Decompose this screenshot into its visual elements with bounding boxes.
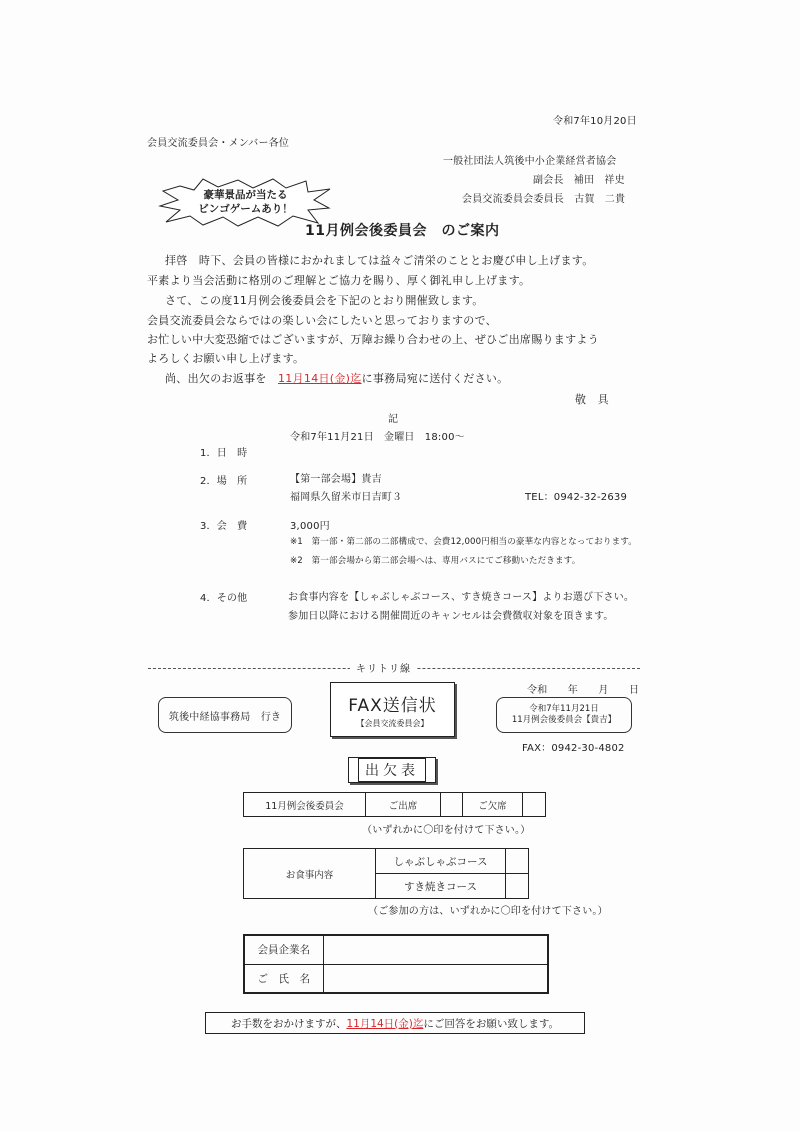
- banner-line-1: 豪華景品が当たる: [203, 189, 288, 201]
- meal-mark-shabu[interactable]: [506, 849, 529, 874]
- meal-mark-sukiyaki[interactable]: [506, 874, 529, 899]
- attendance-title: 出欠表: [358, 758, 426, 782]
- fax-title: FAX送信状: [348, 695, 437, 716]
- place-venue: 【第一部会場】貴吉: [290, 474, 382, 485]
- reply-date[interactable]: 令和 年 月 日: [527, 685, 640, 696]
- body-line-6: よろしくお願い申し上げます。: [147, 352, 305, 365]
- place-label: 2．場 所: [200, 476, 248, 487]
- closing: 敬 具: [575, 393, 609, 406]
- member-table: [243, 934, 549, 994]
- event-date: 令和7年11月21日: [529, 704, 599, 714]
- fax-subtitle: 【会員交流委員会】: [356, 718, 429, 728]
- datetime-label: 1．日 時: [200, 448, 248, 459]
- name-label-cell: ご 氏 名: [244, 964, 323, 993]
- organization: 一般社団法人筑後中小企業経営者協会: [443, 156, 617, 167]
- meal-note: （ご参加の方は、いずれかに〇印を付けて下さい。）: [368, 906, 608, 917]
- other-label: 4．その他: [200, 593, 248, 604]
- committee-chair: 会員交流委員会委員長 古賀 二貴: [462, 194, 626, 205]
- name-input-cell[interactable]: [323, 964, 548, 993]
- body-line-1: 拝啓 時下、会員の皆様におかれましては益々ご清栄のこととお慶び申し上げます。: [165, 254, 594, 267]
- fee-note-1: ※1 第一部・第二部の二部構成で、会費12,000円相当の豪華な内容となっております。: [290, 537, 637, 547]
- footer-suffix: にご回答をお願い致します。: [423, 1017, 560, 1030]
- footer-box: [205, 1012, 585, 1034]
- body-line-5: お忙しい中大変恐縮ではございますが、万障お繰り合わせの上、ぜひご出席賜りますよう: [147, 333, 599, 346]
- body-line-3: さて、この度11月例会後委員会を下記のとおり開催致します。: [165, 294, 484, 307]
- deadline-suffix: に事務局宛に送付ください。: [361, 372, 509, 385]
- vice-president: 副会長 補田 祥史: [533, 175, 625, 186]
- deadline-prefix: 尚、出欠のお返事を: [165, 372, 278, 385]
- attend-label-cell: ご出席: [366, 793, 441, 817]
- deadline-line: [165, 370, 508, 386]
- cut-line-label: キリトリ線: [350, 660, 417, 675]
- meal-label-cell: お食事内容: [244, 849, 376, 899]
- attendance-title-box: [348, 757, 436, 783]
- attendance-table: [243, 792, 546, 817]
- issue-date: 令和7年10月20日: [553, 116, 637, 127]
- fax-to: 筑後中経協事務局 行き: [168, 711, 282, 723]
- attendance-event-cell: 11月例会後委員会: [244, 793, 366, 817]
- recipient: 会員交流委員会・メンバー各位: [147, 138, 290, 149]
- meal-option-sukiyaki: すき焼きコース: [376, 874, 506, 899]
- fee-value: 3,000円: [290, 521, 330, 532]
- datetime-value: 令和7年11月21日 金曜日 18:00～: [290, 432, 465, 443]
- fax-number: FAX：0942-30-4802: [522, 743, 625, 754]
- other-line-2: 参加日以降における開催間近のキャンセルは会費徴収対象を頂きます。: [288, 611, 614, 622]
- place-tel: TEL：0942-32-2639: [525, 492, 628, 503]
- footer-prefix: お手数をおかけますが、: [230, 1017, 347, 1030]
- body-line-4: 会員交流委員会ならではの楽しい会にしたいと思っておりますので、: [147, 314, 497, 327]
- page-title: 11月例会後委員会 のご案内: [305, 223, 500, 239]
- attendance-note: （いずれかに〇印を付けて下さい。）: [362, 825, 531, 836]
- body-line-2: 平素より当会活動に格別のご理解とご協力を賜り、厚く御礼申し上げます。: [147, 274, 531, 287]
- event-name: 11月例会後委員会【貴吉】: [511, 715, 617, 725]
- fax-to-box: [158, 697, 292, 733]
- place-address: 福岡県久留米市日吉町３: [290, 492, 403, 503]
- attend-mark-cell[interactable]: [441, 793, 463, 817]
- fee-label: 3．会 費: [200, 521, 248, 532]
- deadline-date: 11月14日(金)迄: [278, 372, 362, 385]
- absent-mark-cell[interactable]: [523, 793, 546, 817]
- company-input-cell[interactable]: [323, 935, 548, 964]
- event-box: [496, 697, 632, 733]
- other-line-1: お食事内容を【しゃぶしゃぶコース、すき焼きコース】よりお選び下さい。: [288, 592, 635, 603]
- meal-table: [243, 848, 529, 899]
- meal-option-shabu: しゃぶしゃぶコース: [376, 849, 506, 874]
- fee-note-2: ※2 第一部会場から第二部会場へは、専用バスにてご移動いただきます。: [290, 556, 581, 566]
- ki-heading: 記: [388, 414, 399, 425]
- fax-title-box: [330, 682, 455, 737]
- company-label-cell: 会員企業名: [244, 935, 323, 964]
- footer-deadline: 11月14日(金)迄: [346, 1017, 424, 1030]
- absent-label-cell: ご欠席: [463, 793, 523, 817]
- banner-line-2: ビンゴゲームあり！: [198, 203, 293, 215]
